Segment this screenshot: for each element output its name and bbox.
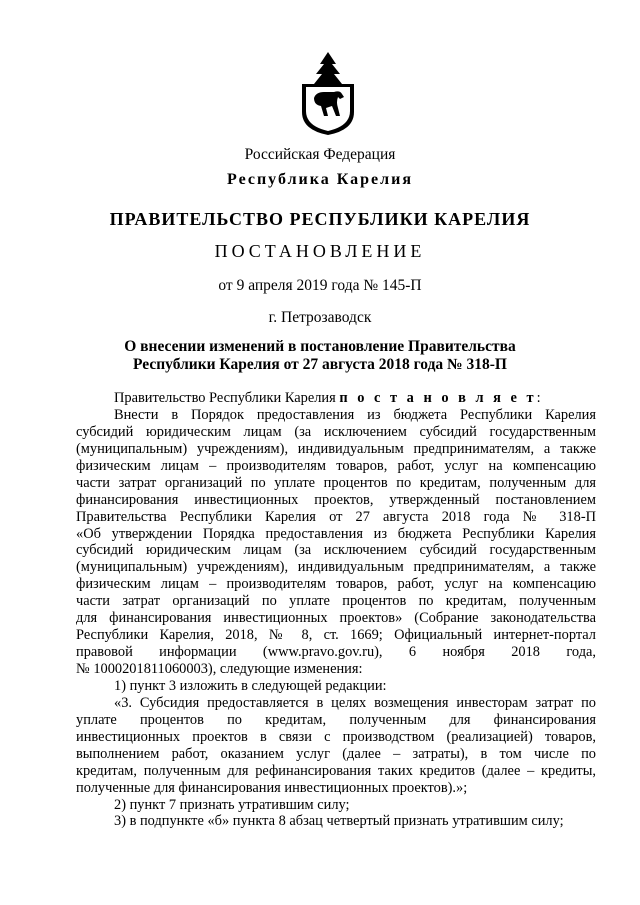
body-line: субсидий юридическим лицам (за исключением субсидий государственным [76,423,596,440]
intro-prefix: Правительство Республики Карелия [114,390,340,406]
list-item: 2) пункт 7 признать утратившим силу; [114,796,350,813]
body-line: правовой информации (www.pravo.gov.ru), 6 ноября 2018 года, [76,644,596,661]
decree-word: п о с т а н о в л я е т [339,390,537,406]
body-line: субсидий юридическим лицам (за исключением субсидий государственным [76,542,596,559]
country-name: Российская Федерация [244,146,396,163]
body-line: Правительства Республики Карелия от 27 августа 2018 года № 318-П [76,508,596,525]
document-date-number: от 9 апреля 2019 года № 145-П [218,277,422,294]
list-item: 3) в подпункте «б» пункта 8 абзац четвертый признать утратившим силу; [114,813,564,830]
document-type: ПОСТАНОВЛЕНИЕ [214,241,426,261]
body-line: Внести в Порядок предоставления из бюджета Республики Карелия [114,406,596,423]
body-line: Республики Карелия, 2018, № 8, ст. 1669; Официальный интернет-портал [76,627,596,644]
karelia-coat-of-arms-emblem [296,50,360,136]
body-line: финансирования инвестиционных проектов, утвержденный постановлением [76,491,596,508]
body-line: уплате процентов по кредитам, полученным для финансирования [76,711,596,728]
body-line: для финансирования инвестиционных проектов» (Собрание законодательства [76,610,596,627]
government-heading: ПРАВИТЕЛЬСТВО РЕСПУБЛИКИ КАРЕЛИЯ [109,209,531,229]
republic-name: Республика Карелия [227,171,413,188]
document-body [76,390,596,830]
body-line: инвестиционных проектов в связи с производством (реализацией) товаров, [76,728,596,745]
document-city: г. Петрозаводск [268,309,372,326]
document-title-line: Республики Карелия от 27 августа 2018 года № 318-П [133,356,507,373]
intro-suffix: : [536,390,541,406]
list-item: 1) пункт 3 изложить в следующей редакции: [114,677,387,694]
body-line: физическим лицам – производителям товаров, работ, услуг на компенсацию [76,576,596,593]
body-line: «3. Субсидия предоставляется в целях возмещения инвесторам затрат по [114,694,596,711]
body-line: кредитам, полученным для рефинансирования таких кредитов (далее – кредиты, [76,762,596,779]
body-line: части затрат организаций по уплате процентов по кредитам, полученным для [76,474,596,491]
body-line: физическим лицам – производителям товаров, работ, услуг на компенсацию [76,457,596,474]
body-line: полученные для финансирования инвестиционных проектов).»; [76,779,468,796]
document-title-line: О внесении изменений в постановление Правительства [124,338,516,355]
body-line: (муниципальным) учреждениям), индивидуальным предпринимателям, а также [76,559,596,576]
body-line: части затрат организаций по уплате процентов по кредитам, полученным [76,593,596,610]
body-line: «Об утверждении Порядка предоставления из бюджета Республики Карелия [76,525,596,542]
intro-paragraph [76,390,596,407]
body-line: выполнением работ, оказанием услуг (далее – затраты), в том числе по [76,745,596,762]
body-line: (муниципальным) учреждениям), индивидуальным предпринимателям, а также [76,440,596,457]
body-line: № 1000201811060003), следующие изменения: [76,661,363,677]
